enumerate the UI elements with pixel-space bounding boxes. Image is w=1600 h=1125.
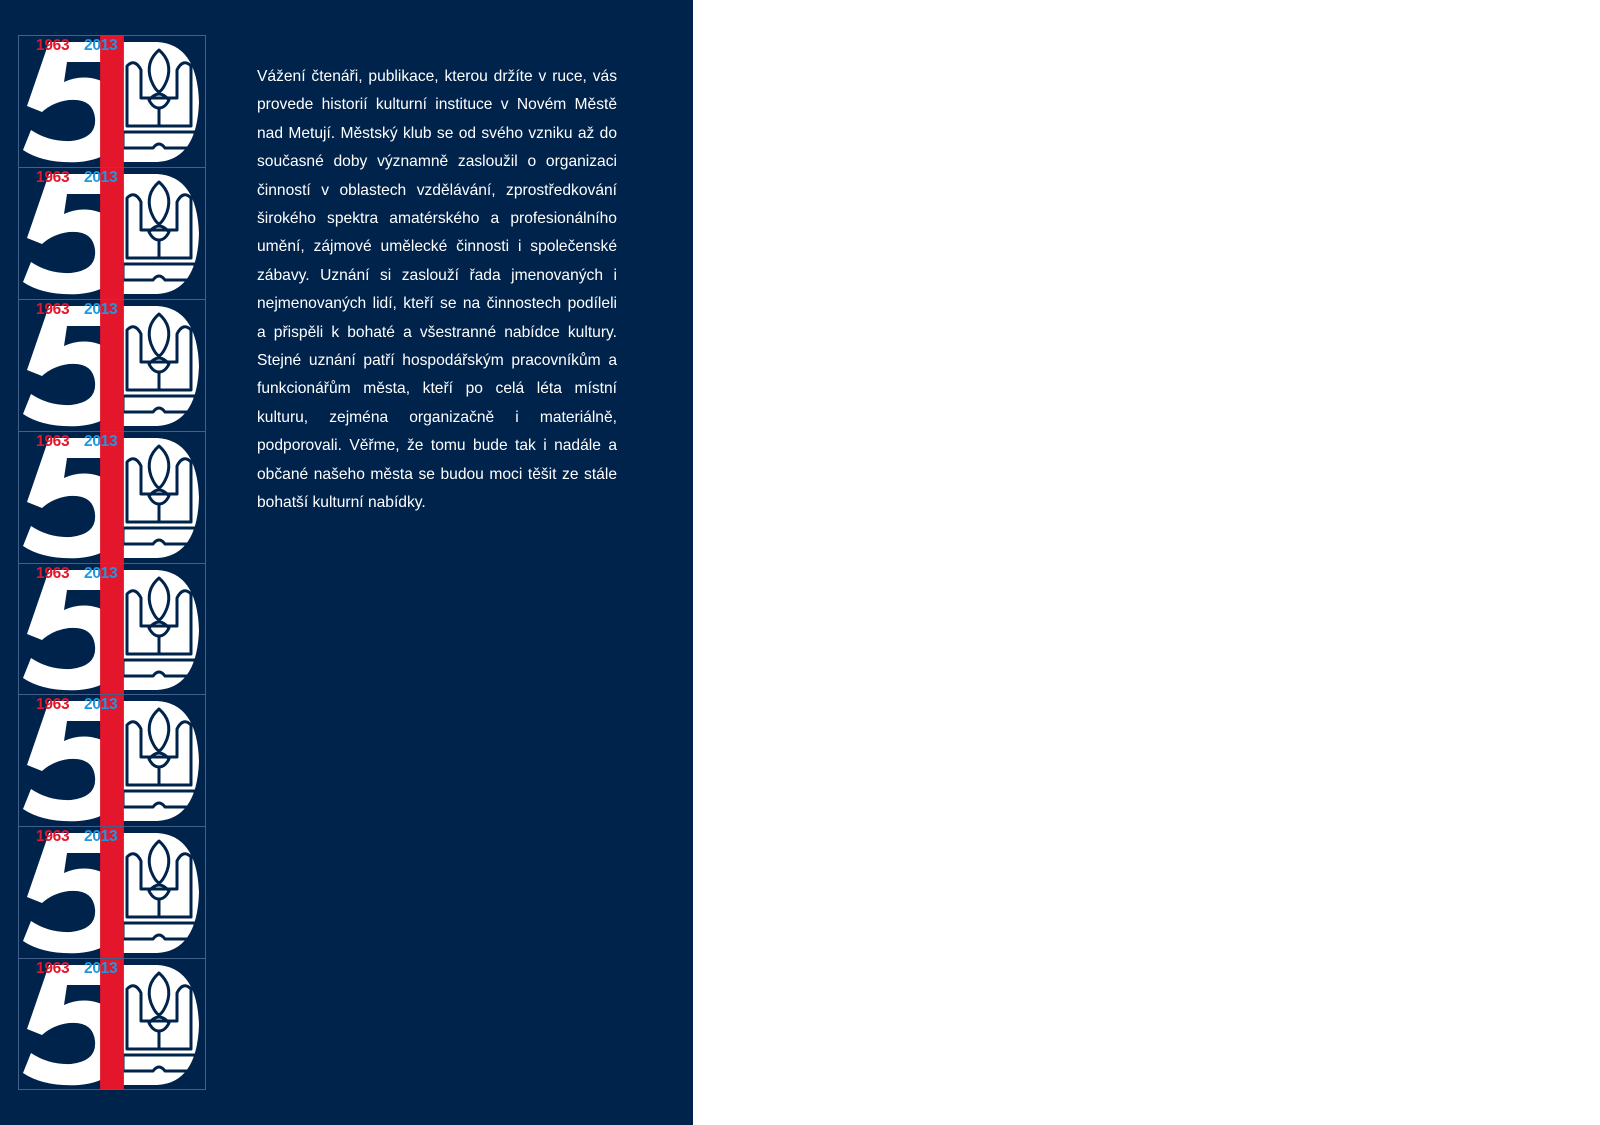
year-start: 1963 <box>36 960 70 978</box>
logo-tile <box>18 35 206 167</box>
year-start: 1963 <box>36 696 70 714</box>
logo-tile <box>18 826 206 958</box>
year-end: 2013 <box>84 960 118 978</box>
year-end: 2013 <box>84 564 118 582</box>
intro-paragraph: Vážení čtenáři, publikace, kterou držíte v ruce, vás provede historií kulturní instituce v Novém Městě nad Metují. Městský klub se od svého vzniku až do současné doby významně zasloužil o organizaci činností v oblastech vzdělávání, zprostředkování širokého spektra amatérského a profesionálního umění, zájmové umělecké činnosti i společenské zábavy. Uznání si zaslouží řada jmenovaných i nejmenovaných lidí, kteří se na činnostech podíleli a přispěli k bohaté a všestranné nabídce kultury. Stejné uznání patří hospodářským pracovníkům a funkcionářům města, kteří po celá léta místní kulturu, zejména organizačně i materiálně, podporovali. Věřme, že tomu bude tak i nadále a občané našeho města se budou moci těšit ze stále bohatší kulturní nabídky. <box>257 68 617 512</box>
year-start: 1963 <box>36 300 70 318</box>
year-divider <box>19 168 205 299</box>
logo-tile <box>18 694 206 826</box>
year-start: 1963 <box>36 168 70 186</box>
logo-strip <box>18 35 206 1090</box>
year-start: 1963 <box>36 564 70 582</box>
year-end: 2013 <box>84 828 118 846</box>
year-divider <box>19 827 205 958</box>
year-divider <box>19 36 205 167</box>
year-end: 2013 <box>84 696 118 714</box>
year-start: 1963 <box>36 828 70 846</box>
year-divider <box>19 432 205 563</box>
document-page <box>0 0 693 1125</box>
year-divider <box>19 564 205 695</box>
year-end: 2013 <box>84 37 118 54</box>
logo-tile <box>18 563 206 695</box>
year-divider <box>19 300 205 431</box>
logo-tile <box>18 431 206 563</box>
year-end: 2013 <box>84 300 118 318</box>
year-end: 2013 <box>84 168 118 186</box>
logo-tile <box>18 958 206 1090</box>
year-start: 1963 <box>36 432 70 450</box>
year-divider <box>19 695 205 826</box>
year-start: 1963 <box>36 37 70 54</box>
year-end: 2013 <box>84 432 118 450</box>
logo-tile <box>18 299 206 431</box>
logo-tile <box>18 167 206 299</box>
year-divider <box>19 959 205 1090</box>
